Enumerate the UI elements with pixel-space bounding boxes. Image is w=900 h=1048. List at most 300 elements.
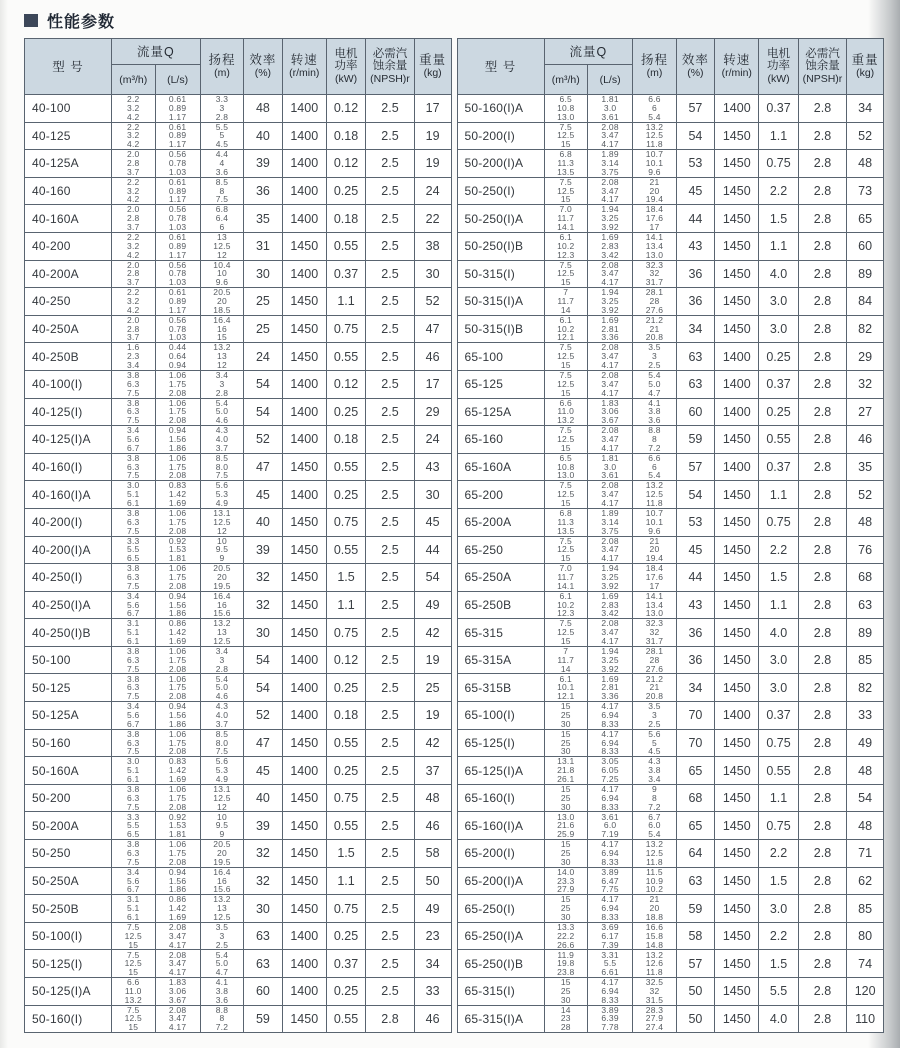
table-row [457, 922, 884, 950]
speed-cell: 1450 [715, 481, 759, 509]
weight-cell: 30 [414, 260, 451, 288]
speed-cell: 1400 [282, 95, 326, 123]
flow-m3h-cell: 2.2 3.2 4.2 [112, 288, 156, 316]
model-cell: 50-100(I) [25, 922, 112, 950]
head-cell: 8.5 8.0 7.5 [200, 453, 244, 481]
page-title: 性能参数 [47, 13, 116, 31]
npsh-cell: 2.5 [366, 288, 415, 316]
table-row [457, 177, 884, 205]
model-cell: 65-315A [457, 646, 544, 674]
head-cell: 14.1 13.4 13.0 [633, 591, 677, 619]
weight-cell: 89 [847, 260, 884, 288]
head-cell: 13.2 13 12.5 [200, 619, 244, 647]
npsh-cell: 2.5 [366, 481, 415, 509]
head-cell: 16.6 15.8 14.8 [633, 922, 677, 950]
flow-m3h-cell: 3.1 5.1 6.1 [112, 895, 156, 923]
head-cell: 6.7 6.0 5.4 [633, 812, 677, 840]
efficiency-cell: 57 [676, 95, 714, 123]
efficiency-cell: 34 [676, 674, 714, 702]
npsh-cell: 2.5 [366, 453, 415, 481]
power-cell: 0.75 [326, 508, 365, 536]
head-cell: 16.4 16 15.6 [200, 591, 244, 619]
table-row [457, 591, 884, 619]
header-speed: 转速 (r/min) [715, 39, 759, 95]
weight-cell: 46 [414, 1005, 451, 1033]
flow-ls-cell: 1.94 3.25 3.92 [588, 646, 633, 674]
efficiency-cell: 32 [244, 867, 282, 895]
speed-cell: 1450 [715, 122, 759, 150]
flow-ls-cell: 1.94 3.25 3.92 [588, 205, 633, 233]
npsh-cell: 2.5 [366, 536, 415, 564]
efficiency-cell: 63 [676, 867, 714, 895]
flow-ls-cell: 1.83 3.06 3.67 [588, 398, 633, 426]
efficiency-cell: 36 [676, 260, 714, 288]
weight-cell: 17 [414, 370, 451, 398]
tables-container [0, 38, 900, 1033]
efficiency-cell: 54 [244, 674, 282, 702]
power-cell: 0.75 [759, 508, 798, 536]
weight-cell: 49 [847, 729, 884, 757]
efficiency-cell: 34 [676, 315, 714, 343]
weight-cell: 82 [847, 315, 884, 343]
flow-ls-cell: 1.69 2.83 3.42 [588, 591, 633, 619]
power-cell: 2.2 [759, 536, 798, 564]
flow-ls-cell: 3.61 6.0 7.19 [588, 812, 633, 840]
model-cell: 65-200(I)A [457, 867, 544, 895]
efficiency-cell: 25 [244, 288, 282, 316]
flow-ls-cell: 2.08 3.47 4.17 [588, 122, 633, 150]
npsh-cell: 2.8 [798, 95, 847, 123]
table-row [457, 398, 884, 426]
flow-ls-cell: 0.83 1.42 1.69 [155, 757, 200, 785]
table-row [457, 950, 884, 978]
npsh-cell: 2.8 [798, 564, 847, 592]
model-cell: 40-100 [25, 95, 112, 123]
header-flow-ls: (L/s) [155, 65, 200, 95]
weight-cell: 30 [414, 481, 451, 509]
model-cell: 50-250(I) [457, 177, 544, 205]
power-cell: 0.25 [326, 757, 365, 785]
npsh-cell: 2.5 [366, 343, 415, 371]
speed-cell: 1450 [282, 343, 326, 371]
weight-cell: 80 [847, 922, 884, 950]
npsh-cell: 2.8 [798, 978, 847, 1006]
power-cell: 4.0 [759, 1005, 798, 1033]
power-cell: 1.5 [326, 564, 365, 592]
table-row [457, 508, 884, 536]
model-cell: 40-250 [25, 288, 112, 316]
model-cell: 65-125(I) [457, 729, 544, 757]
head-cell: 14.1 13.4 13.0 [633, 232, 677, 260]
power-cell: 1.5 [759, 205, 798, 233]
power-cell: 1.1 [326, 591, 365, 619]
power-cell: 0.12 [326, 646, 365, 674]
model-cell: 40-200(I) [25, 508, 112, 536]
weight-cell: 32 [847, 370, 884, 398]
efficiency-cell: 47 [244, 729, 282, 757]
weight-cell: 48 [847, 508, 884, 536]
npsh-cell: 2.5 [366, 646, 415, 674]
table-row [25, 895, 452, 923]
flow-ls-cell: 2.08 3.47 4.17 [155, 950, 200, 978]
power-cell: 0.37 [759, 702, 798, 730]
weight-cell: 52 [847, 481, 884, 509]
header-flow-m3h: (m³/h) [544, 65, 588, 95]
efficiency-cell: 48 [244, 95, 282, 123]
efficiency-cell: 43 [676, 591, 714, 619]
flow-m3h-cell: 2.2 3.2 4.2 [112, 177, 156, 205]
table-row [25, 1005, 452, 1033]
flow-ls-cell: 2.08 3.47 4.17 [588, 177, 633, 205]
head-cell: 32.3 32 31.7 [633, 260, 677, 288]
speed-cell: 1400 [282, 205, 326, 233]
head-cell: 11.5 10.9 10.2 [633, 867, 677, 895]
head-cell: 8.5 8 7.5 [200, 177, 244, 205]
power-cell: 0.55 [326, 812, 365, 840]
power-cell: 0.55 [326, 1005, 365, 1033]
weight-cell: 17 [414, 95, 451, 123]
head-cell: 32.5 32 31.5 [633, 978, 677, 1006]
efficiency-cell: 58 [676, 922, 714, 950]
model-cell: 50-315(I) [457, 260, 544, 288]
speed-cell: 1450 [282, 315, 326, 343]
flow-ls-cell: 0.94 1.56 1.86 [155, 702, 200, 730]
model-cell: 50-315(I)B [457, 315, 544, 343]
model-cell: 50-125A [25, 702, 112, 730]
table-row [457, 370, 884, 398]
flow-ls-cell: 2.08 3.47 4.17 [155, 922, 200, 950]
table-row [457, 674, 884, 702]
header-head: 扬程 (m) [200, 39, 244, 95]
header-npsh: 必需汽 蚀余量 (NPSH)r [798, 39, 847, 95]
table-row [25, 481, 452, 509]
weight-cell: 23 [414, 922, 451, 950]
head-cell: 32.3 32 31.7 [633, 619, 677, 647]
header-efficiency: 效率 (%) [676, 39, 714, 95]
table-row [25, 729, 452, 757]
flow-m3h-cell: 6.5 10.8 13.0 [544, 453, 588, 481]
power-cell: 3.0 [759, 895, 798, 923]
head-cell: 6.6 6 5.4 [633, 95, 677, 123]
head-cell: 5.6 5.3 4.9 [200, 757, 244, 785]
flow-m3h-cell: 3.4 5.6 6.7 [112, 426, 156, 454]
speed-cell: 1400 [282, 398, 326, 426]
table-row [457, 619, 884, 647]
header-flow: 流量Q [544, 39, 633, 65]
weight-cell: 22 [414, 205, 451, 233]
speed-cell: 1450 [715, 950, 759, 978]
weight-cell: 38 [414, 232, 451, 260]
flow-m3h-cell: 3.8 6.3 7.5 [112, 564, 156, 592]
speed-cell: 1400 [282, 922, 326, 950]
efficiency-cell: 30 [244, 619, 282, 647]
efficiency-cell: 30 [244, 260, 282, 288]
speed-cell: 1450 [715, 646, 759, 674]
power-cell: 0.25 [326, 177, 365, 205]
flow-m3h-cell: 7.5 12.5 15 [544, 426, 588, 454]
table-row [25, 398, 452, 426]
flow-ls-cell: 1.06 1.75 2.08 [155, 784, 200, 812]
npsh-cell: 2.5 [366, 840, 415, 868]
weight-cell: 76 [847, 536, 884, 564]
power-cell: 0.37 [759, 370, 798, 398]
model-cell: 50-125 [25, 674, 112, 702]
table-row [457, 343, 884, 371]
npsh-cell: 2.5 [366, 205, 415, 233]
table-row [457, 453, 884, 481]
head-cell: 10 9.5 9 [200, 536, 244, 564]
flow-ls-cell: 4.17 6.94 8.33 [588, 895, 633, 923]
weight-cell: 34 [414, 950, 451, 978]
flow-ls-cell: 3.89 6.47 7.75 [588, 867, 633, 895]
table-row [25, 426, 452, 454]
efficiency-cell: 40 [244, 508, 282, 536]
header-flow-m3h: (m³/h) [112, 65, 156, 95]
flow-m3h-cell: 11.9 19.8 23.8 [544, 950, 588, 978]
model-cell: 40-250(I)B [25, 619, 112, 647]
power-cell: 1.5 [759, 867, 798, 895]
weight-cell: 25 [414, 674, 451, 702]
head-cell: 16.4 16 15.6 [200, 867, 244, 895]
flow-m3h-cell: 7.5 12.5 15 [544, 260, 588, 288]
model-cell: 40-125(I) [25, 398, 112, 426]
table-row [25, 370, 452, 398]
weight-cell: 46 [847, 426, 884, 454]
model-cell: 50-250A [25, 867, 112, 895]
speed-cell: 1400 [715, 702, 759, 730]
flow-m3h-cell: 3.4 5.6 6.7 [112, 702, 156, 730]
weight-cell: 42 [414, 729, 451, 757]
weight-cell: 19 [414, 122, 451, 150]
table-row [25, 564, 452, 592]
power-cell: 0.12 [326, 150, 365, 178]
flow-m3h-cell: 7.0 11.7 14.1 [544, 564, 588, 592]
npsh-cell: 2.8 [798, 398, 847, 426]
speed-cell: 1400 [282, 260, 326, 288]
head-cell: 13.2 13 12.5 [200, 895, 244, 923]
table-row [457, 867, 884, 895]
weight-cell: 110 [847, 1005, 884, 1033]
model-cell: 40-125(I)A [25, 426, 112, 454]
power-cell: 1.5 [759, 950, 798, 978]
model-cell: 50-315(I)A [457, 288, 544, 316]
head-cell: 6.8 6.4 6 [200, 205, 244, 233]
efficiency-cell: 45 [676, 177, 714, 205]
npsh-cell: 2.5 [366, 978, 415, 1006]
flow-ls-cell: 4.17 6.94 8.33 [588, 840, 633, 868]
efficiency-cell: 40 [244, 784, 282, 812]
npsh-cell: 2.8 [798, 1005, 847, 1033]
table-row [25, 674, 452, 702]
head-cell: 6.6 6 5.4 [633, 453, 677, 481]
npsh-cell: 2.5 [366, 895, 415, 923]
efficiency-cell: 53 [676, 150, 714, 178]
flow-ls-cell: 3.05 6.05 7.25 [588, 757, 633, 785]
flow-m3h-cell: 6.8 11.3 13.5 [544, 508, 588, 536]
npsh-cell: 2.5 [366, 232, 415, 260]
model-cell: 40-160 [25, 177, 112, 205]
npsh-cell: 2.5 [366, 398, 415, 426]
model-cell: 40-160(I)A [25, 481, 112, 509]
model-cell: 40-200(I)A [25, 536, 112, 564]
weight-cell: 19 [414, 150, 451, 178]
model-cell: 65-100 [457, 343, 544, 371]
weight-cell: 71 [847, 840, 884, 868]
power-cell: 1.1 [759, 232, 798, 260]
head-cell: 3.5 3 2.5 [633, 702, 677, 730]
power-cell: 0.25 [326, 398, 365, 426]
weight-cell: 49 [414, 591, 451, 619]
header-weight: 重量 (kg) [414, 39, 451, 95]
speed-cell: 1450 [282, 895, 326, 923]
power-cell: 4.0 [759, 619, 798, 647]
efficiency-cell: 47 [244, 453, 282, 481]
flow-m3h-cell: 7.5 12.5 15 [544, 481, 588, 509]
table-row [25, 536, 452, 564]
npsh-cell: 2.8 [798, 453, 847, 481]
flow-ls-cell: 1.06 1.75 2.08 [155, 398, 200, 426]
speed-cell: 1450 [715, 895, 759, 923]
power-cell: 0.75 [759, 150, 798, 178]
speed-cell: 1450 [715, 591, 759, 619]
power-cell: 0.25 [326, 674, 365, 702]
flow-m3h-cell: 6.6 11.0 13.2 [112, 978, 156, 1006]
model-cell: 65-250(I)B [457, 950, 544, 978]
speed-cell: 1450 [715, 260, 759, 288]
table-row [457, 150, 884, 178]
power-cell: 4.0 [759, 260, 798, 288]
power-cell: 0.25 [759, 398, 798, 426]
head-cell: 13.1 12.5 12 [200, 508, 244, 536]
efficiency-cell: 60 [676, 398, 714, 426]
flow-m3h-cell: 7.5 12.5 15 [544, 619, 588, 647]
head-cell: 4.1 3.8 3.6 [200, 978, 244, 1006]
flow-m3h-cell: 7.5 12.5 15 [544, 343, 588, 371]
model-cell: 65-125(I)A [457, 757, 544, 785]
weight-cell: 54 [414, 564, 451, 592]
head-cell: 20.5 20 19.5 [200, 840, 244, 868]
flow-m3h-cell: 7.5 12.5 15 [112, 1005, 156, 1033]
table-row [25, 922, 452, 950]
efficiency-cell: 45 [244, 481, 282, 509]
speed-cell: 1450 [282, 508, 326, 536]
npsh-cell: 2.5 [366, 315, 415, 343]
flow-ls-cell: 0.56 0.78 1.03 [155, 150, 200, 178]
weight-cell: 48 [847, 812, 884, 840]
flow-m3h-cell: 3.8 6.3 7.5 [112, 508, 156, 536]
flow-m3h-cell: 3.1 5.1 6.1 [112, 619, 156, 647]
weight-cell: 24 [414, 177, 451, 205]
weight-cell: 63 [847, 591, 884, 619]
efficiency-cell: 68 [676, 784, 714, 812]
npsh-cell: 2.5 [366, 95, 415, 123]
head-cell: 5.6 5.3 4.9 [200, 481, 244, 509]
flow-ls-cell: 1.94 3.25 3.92 [588, 288, 633, 316]
weight-cell: 60 [847, 232, 884, 260]
head-cell: 5.4 5.0 4.6 [200, 674, 244, 702]
flow-ls-cell: 1.81 3.0 3.61 [588, 453, 633, 481]
model-cell: 40-125A [25, 150, 112, 178]
head-cell: 9 8 7.2 [633, 784, 677, 812]
weight-cell: 50 [414, 867, 451, 895]
speed-cell: 1400 [282, 426, 326, 454]
flow-m3h-cell: 7.5 12.5 15 [112, 950, 156, 978]
flow-m3h-cell: 2.2 3.2 4.2 [112, 232, 156, 260]
npsh-cell: 2.5 [366, 370, 415, 398]
speed-cell: 1450 [715, 867, 759, 895]
efficiency-cell: 70 [676, 702, 714, 730]
table-row [25, 702, 452, 730]
flow-m3h-cell: 3.3 5.5 6.5 [112, 536, 156, 564]
npsh-cell: 2.8 [798, 922, 847, 950]
speed-cell: 1450 [715, 150, 759, 178]
power-cell: 2.2 [759, 922, 798, 950]
efficiency-cell: 63 [676, 370, 714, 398]
model-cell: 40-125 [25, 122, 112, 150]
model-cell: 65-200(I) [457, 840, 544, 868]
table-row [25, 978, 452, 1006]
npsh-cell: 2.8 [798, 315, 847, 343]
flow-ls-cell: 0.61 0.89 1.17 [155, 177, 200, 205]
power-cell: 5.5 [759, 978, 798, 1006]
head-cell: 4.1 3.8 3.6 [633, 398, 677, 426]
header-speed: 转速 (r/min) [282, 39, 326, 95]
flow-ls-cell: 2.08 3.47 4.17 [588, 481, 633, 509]
speed-cell: 1450 [715, 508, 759, 536]
flow-ls-cell: 0.94 1.56 1.86 [155, 591, 200, 619]
power-cell: 0.37 [326, 950, 365, 978]
weight-cell: 73 [847, 177, 884, 205]
table-row [25, 288, 452, 316]
model-cell: 65-160A [457, 453, 544, 481]
model-cell: 50-160(I)A [457, 95, 544, 123]
weight-cell: 46 [414, 812, 451, 840]
speed-cell: 1400 [715, 343, 759, 371]
flow-m3h-cell: 2.0 2.8 3.7 [112, 260, 156, 288]
npsh-cell: 2.5 [366, 922, 415, 950]
table-row [25, 867, 452, 895]
flow-m3h-cell: 3.4 5.6 6.7 [112, 867, 156, 895]
model-cell: 65-315 [457, 619, 544, 647]
efficiency-cell: 39 [244, 536, 282, 564]
head-cell: 10.4 10 9.6 [200, 260, 244, 288]
table-row [25, 453, 452, 481]
flow-ls-cell: 1.06 1.75 2.08 [155, 674, 200, 702]
table-row [457, 122, 884, 150]
head-cell: 21 20 19.4 [633, 177, 677, 205]
speed-cell: 1400 [282, 481, 326, 509]
model-cell: 65-315(I)A [457, 1005, 544, 1033]
efficiency-cell: 45 [676, 536, 714, 564]
flow-m3h-cell: 6.1 10.2 12.1 [544, 315, 588, 343]
power-cell: 1.1 [326, 867, 365, 895]
head-cell: 3.4 3 2.8 [200, 646, 244, 674]
flow-ls-cell: 0.61 0.89 1.17 [155, 288, 200, 316]
flow-ls-cell: 1.89 3.14 3.75 [588, 150, 633, 178]
flow-ls-cell: 2.08 3.47 4.17 [155, 1005, 200, 1033]
model-cell: 50-200 [25, 784, 112, 812]
model-cell: 65-250 [457, 536, 544, 564]
weight-cell: 58 [414, 840, 451, 868]
flow-m3h-cell: 6.8 11.3 13.5 [544, 150, 588, 178]
npsh-cell: 2.5 [366, 150, 415, 178]
flow-m3h-cell: 15 25 30 [544, 702, 588, 730]
head-cell: 21 20 19.4 [633, 536, 677, 564]
head-cell: 16.4 16 15 [200, 315, 244, 343]
header-efficiency: 效率 (%) [244, 39, 282, 95]
npsh-cell: 2.8 [798, 867, 847, 895]
model-cell: 65-200 [457, 481, 544, 509]
